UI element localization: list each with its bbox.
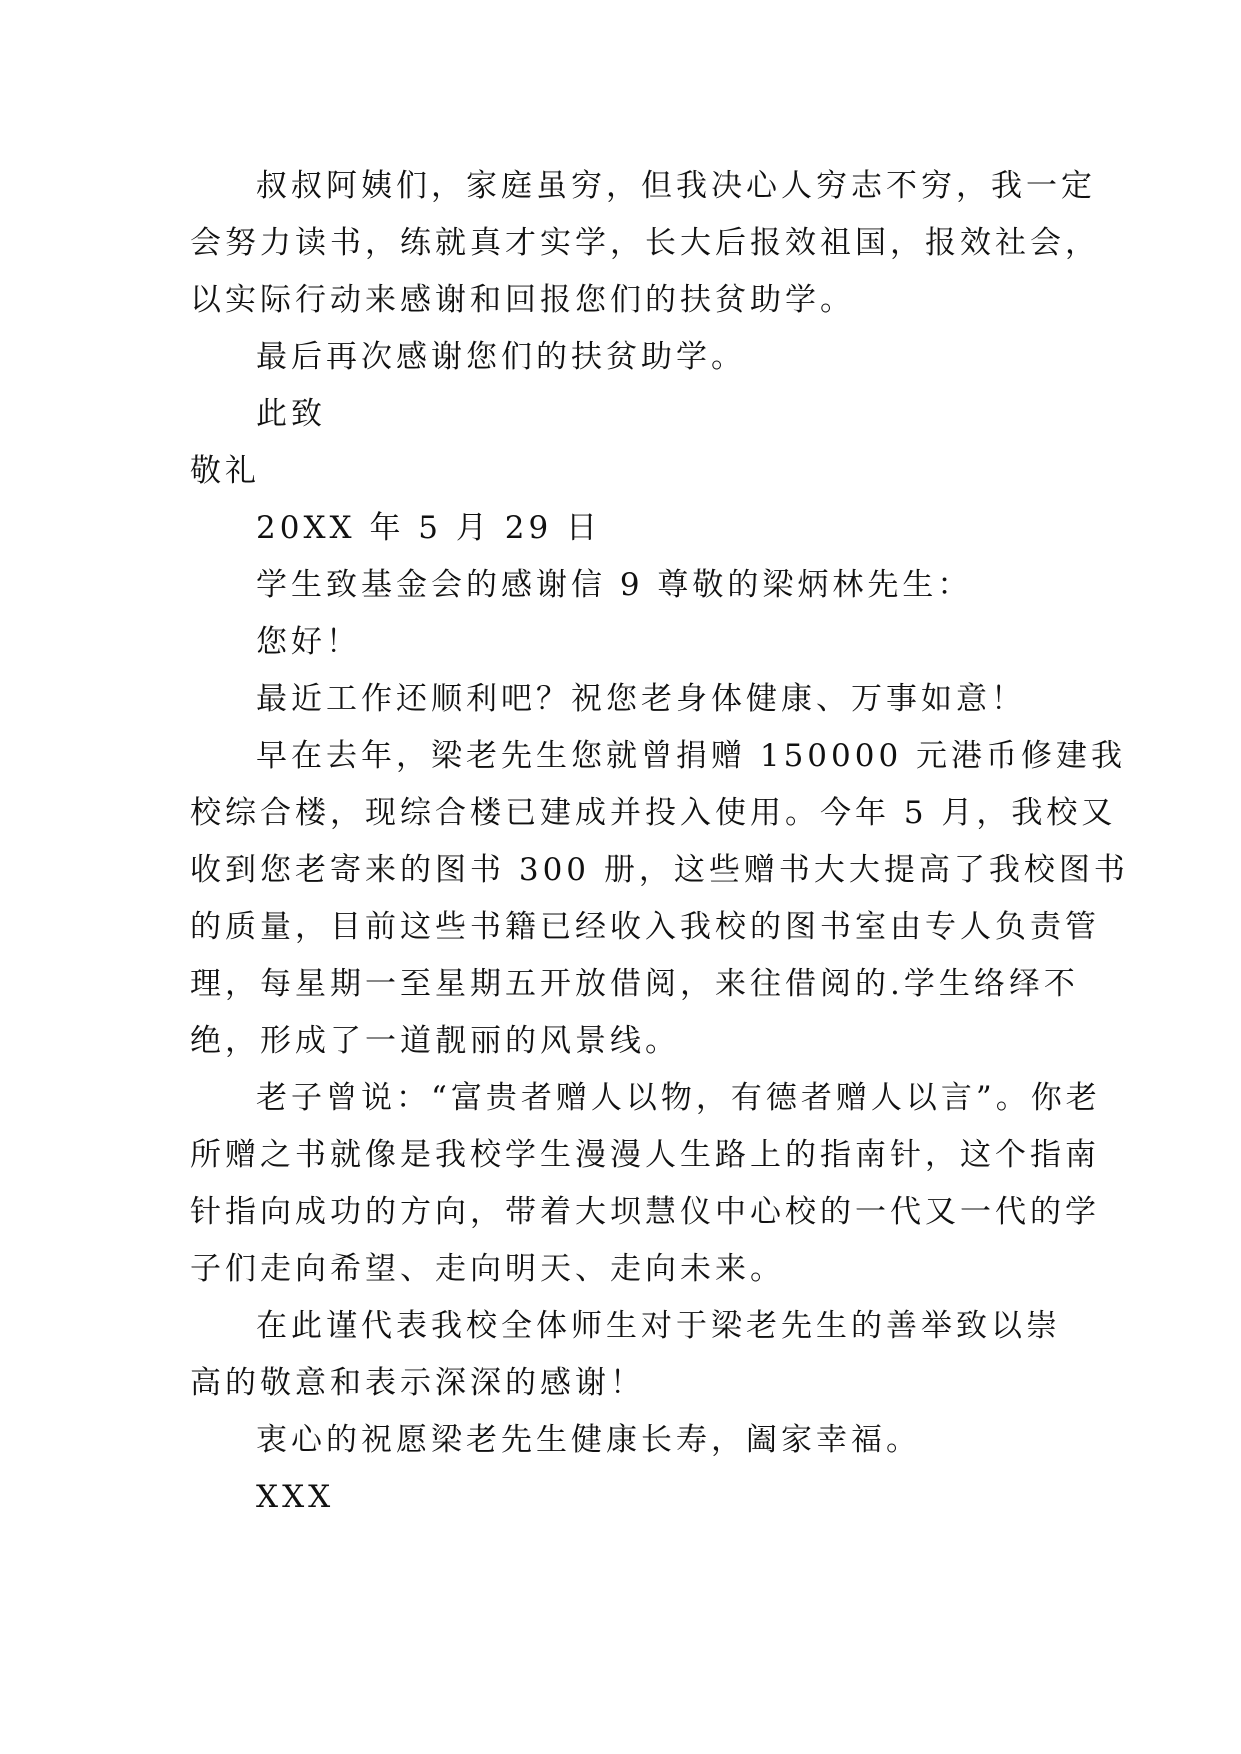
greeting bbox=[190, 614, 1048, 671]
text-line: 衷心的祝愿梁老先生健康长寿，阖家幸福。 bbox=[256, 1422, 921, 1458]
text-line: 高的敬意和表示深深的感谢！ bbox=[190, 1365, 645, 1401]
text-line: 针指向成功的方向，带着大坝慧仪中心校的一代又一代的学 bbox=[190, 1194, 1100, 1230]
text-line: 会努力读书，练就真才实学，长大后报效祖国，报效社会， bbox=[190, 225, 1100, 261]
paragraph-wishes bbox=[190, 671, 1048, 728]
paragraph-thanks-again bbox=[190, 329, 1048, 386]
paragraph-blessing bbox=[190, 1412, 1048, 1469]
text-line: 收到您老寄来的图书 300 册，这些赠书大大提高了我校图书 bbox=[190, 852, 1129, 888]
letter-heading bbox=[190, 557, 1048, 614]
text-line: 20XX 年 5 月 29 日 bbox=[256, 510, 602, 546]
text-line: 老子曾说：“富贵者赠人以物，有德者赠人以言”。你老 bbox=[256, 1080, 1101, 1116]
paragraph-resolve-cont bbox=[190, 215, 1100, 329]
paragraph-quote-cont bbox=[190, 1127, 1100, 1298]
closing-regards bbox=[190, 443, 1048, 500]
paragraph-quote bbox=[190, 1070, 1101, 1127]
text-line: 叔叔阿姨们，家庭虽穷，但我决心人穷志不穷，我一定 bbox=[256, 168, 1096, 204]
closing-salutation bbox=[190, 386, 1048, 443]
text-line: 理，每星期一至星期五开放借阅，来往借阅的.学生络绎不 bbox=[190, 966, 1079, 1002]
text-line: 绝，形成了一道靓丽的风景线。 bbox=[190, 1023, 680, 1059]
text-line: 最近工作还顺利吧？祝您老身体健康、万事如意！ bbox=[256, 681, 1026, 717]
paragraph-donation-cont bbox=[190, 785, 1129, 1070]
paragraph-gratitude bbox=[190, 1298, 1061, 1355]
text-line: 所赠之书就像是我校学生漫漫人生路上的指南针，这个指南 bbox=[190, 1137, 1100, 1173]
text-line: XXX bbox=[256, 1479, 335, 1515]
paragraph-resolve bbox=[190, 158, 1096, 215]
letter-body bbox=[190, 158, 1129, 1526]
text-line: 以实际行动来感谢和回报您们的扶贫助学。 bbox=[190, 282, 855, 318]
signature bbox=[190, 1469, 1048, 1526]
paragraph-gratitude-cont bbox=[190, 1355, 1048, 1412]
text-line: 您好！ bbox=[256, 624, 361, 660]
text-line: 的质量，目前这些书籍已经收入我校的图书室由专人负责管 bbox=[190, 909, 1100, 945]
text-line: 敬礼 bbox=[190, 453, 260, 489]
text-line: 学生致基金会的感谢信 9 尊敬的梁炳林先生： bbox=[256, 567, 973, 603]
text-line: 最后再次感谢您们的扶贫助学。 bbox=[256, 339, 746, 375]
paragraph-donation bbox=[190, 728, 1127, 785]
text-line: 校综合楼，现综合楼已建成并投入使用。今年 5 月，我校又 bbox=[190, 795, 1117, 831]
text-line: 子们走向希望、走向明天、走向未来。 bbox=[190, 1251, 785, 1287]
text-line: 在此谨代表我校全体师生对于梁老先生的善举致以崇 bbox=[256, 1308, 1061, 1344]
letter-date bbox=[190, 500, 1048, 557]
text-line: 此致 bbox=[256, 396, 326, 432]
text-line: 早在去年，梁老先生您就曾捐赠 150000 元港币修建我 bbox=[256, 738, 1127, 774]
